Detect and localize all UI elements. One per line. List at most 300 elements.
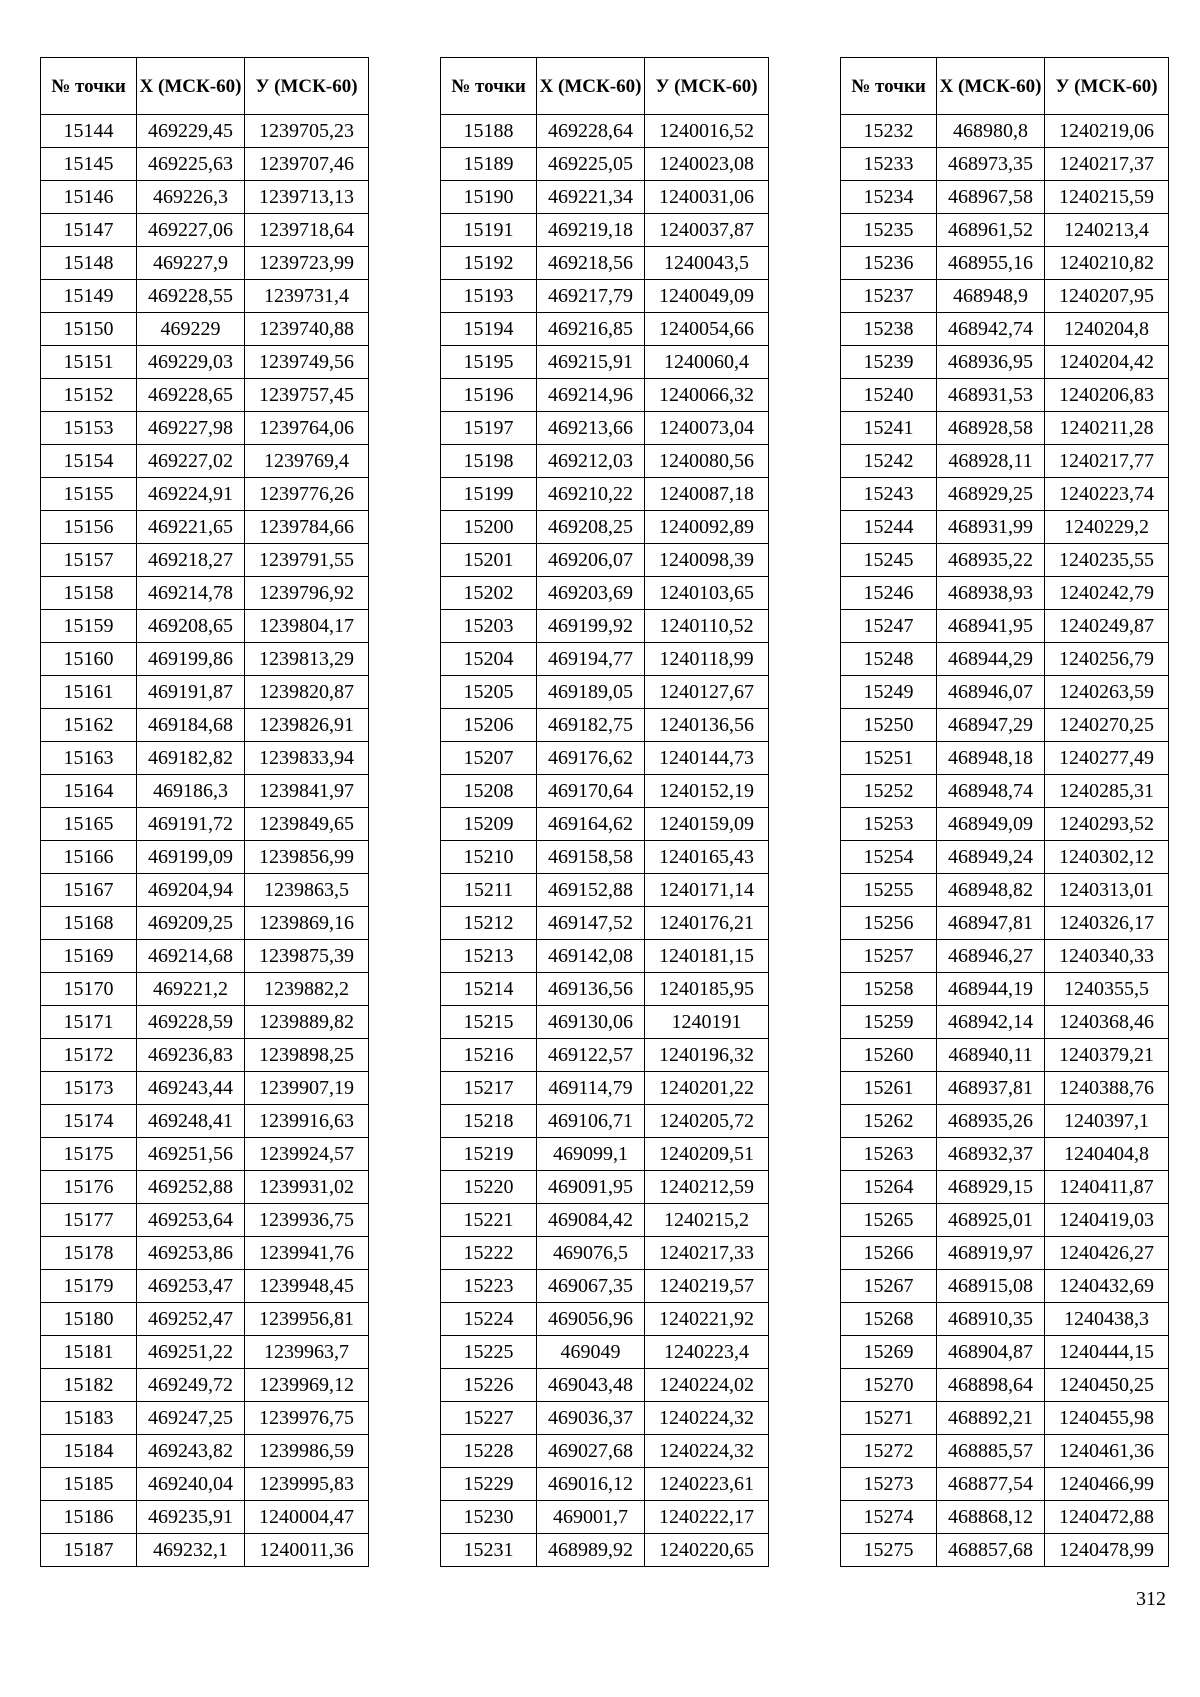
- table-row: [841, 1435, 1169, 1468]
- table-row: [41, 907, 369, 940]
- point-number-cell: 15153: [41, 412, 137, 445]
- point-number-cell: 15224: [441, 1303, 537, 1336]
- y-coordinate-cell: 1240181,15: [645, 940, 769, 973]
- point-number-cell: 15185: [41, 1468, 137, 1501]
- x-coordinate-cell: 469191,87: [137, 676, 245, 709]
- point-number-cell: 15156: [41, 511, 137, 544]
- table-row: [41, 1402, 369, 1435]
- table-row: [841, 1402, 1169, 1435]
- point-number-cell: 15202: [441, 577, 537, 610]
- table-row: [441, 874, 769, 907]
- point-number-cell: 15184: [41, 1435, 137, 1468]
- x-coordinate-cell: 468929,25: [937, 478, 1045, 511]
- point-number-cell: 15253: [841, 808, 937, 841]
- y-coordinate-cell: 1239764,06: [245, 412, 369, 445]
- x-coordinate-cell: 469206,07: [537, 544, 645, 577]
- point-number-cell: 15181: [41, 1336, 137, 1369]
- x-coordinate-cell: 469248,41: [137, 1105, 245, 1138]
- point-number-cell: 15249: [841, 676, 937, 709]
- x-coordinate-cell: 469217,79: [537, 280, 645, 313]
- y-coordinate-cell: 1240461,36: [1045, 1435, 1169, 1468]
- point-number-cell: 15217: [441, 1072, 537, 1105]
- x-coordinate-cell: 469224,91: [137, 478, 245, 511]
- point-number-cell: 15242: [841, 445, 937, 478]
- table-row: [41, 1006, 369, 1039]
- x-coordinate-cell: 468935,22: [937, 544, 1045, 577]
- point-number-cell: 15201: [441, 544, 537, 577]
- point-number-cell: 15244: [841, 511, 937, 544]
- x-coordinate-cell: 469027,68: [537, 1435, 645, 1468]
- y-coordinate-cell: 1240472,88: [1045, 1501, 1169, 1534]
- x-coordinate-cell: 468929,15: [937, 1171, 1045, 1204]
- table-row: [441, 907, 769, 940]
- table-row: [441, 412, 769, 445]
- y-coordinate-cell: 1240379,21: [1045, 1039, 1169, 1072]
- table-row: [441, 511, 769, 544]
- y-coordinate-cell: 1240176,21: [645, 907, 769, 940]
- y-coordinate-cell: 1240256,79: [1045, 643, 1169, 676]
- table-row: [441, 1072, 769, 1105]
- table-row: [441, 676, 769, 709]
- y-coordinate-cell: 1240152,19: [645, 775, 769, 808]
- table-row: [41, 610, 369, 643]
- x-coordinate-cell: 469152,88: [537, 874, 645, 907]
- point-number-cell: 15199: [441, 478, 537, 511]
- table-row: [41, 1534, 369, 1567]
- x-coordinate-cell: 469229: [137, 313, 245, 346]
- point-number-cell: 15271: [841, 1402, 937, 1435]
- point-number-cell: 15168: [41, 907, 137, 940]
- y-coordinate-cell: 1240191: [645, 1006, 769, 1039]
- point-number-cell: 15257: [841, 940, 937, 973]
- table-row: [41, 643, 369, 676]
- point-number-cell: 15274: [841, 1501, 937, 1534]
- point-number-cell: 15162: [41, 709, 137, 742]
- x-coordinate-cell: 469218,56: [537, 247, 645, 280]
- x-coordinate-cell: 469251,22: [137, 1336, 245, 1369]
- x-coordinate-cell: 468931,99: [937, 511, 1045, 544]
- table-row: [841, 1006, 1169, 1039]
- y-coordinate-cell: 1239820,87: [245, 676, 369, 709]
- x-coordinate-cell: 468868,12: [937, 1501, 1045, 1534]
- table-row: [41, 247, 369, 280]
- x-coordinate-cell: 468961,52: [937, 214, 1045, 247]
- point-number-cell: 15187: [41, 1534, 137, 1567]
- table-row: [841, 1171, 1169, 1204]
- point-number-cell: 15189: [441, 148, 537, 181]
- y-coordinate-cell: 1240404,8: [1045, 1138, 1169, 1171]
- point-number-cell: 15213: [441, 940, 537, 973]
- point-number-cell: 15148: [41, 247, 137, 280]
- x-coordinate-cell: 469221,65: [137, 511, 245, 544]
- x-coordinate-cell: 469229,03: [137, 346, 245, 379]
- x-coordinate-cell: 469067,35: [537, 1270, 645, 1303]
- point-number-cell: 15183: [41, 1402, 137, 1435]
- y-coordinate-cell: 1240368,46: [1045, 1006, 1169, 1039]
- x-coordinate-cell: 469227,06: [137, 214, 245, 247]
- table-row: [841, 1105, 1169, 1138]
- x-coordinate-cell: 468937,81: [937, 1072, 1045, 1105]
- x-coordinate-cell: 469253,86: [137, 1237, 245, 1270]
- point-number-cell: 15144: [41, 115, 137, 148]
- point-number-cell: 15240: [841, 379, 937, 412]
- point-number-cell: 15251: [841, 742, 937, 775]
- x-coordinate-cell: 469203,69: [537, 577, 645, 610]
- y-coordinate-cell: 1240127,67: [645, 676, 769, 709]
- y-coordinate-cell: 1240285,31: [1045, 775, 1169, 808]
- y-coordinate-cell: 1239907,19: [245, 1072, 369, 1105]
- x-coordinate-cell: 469194,77: [537, 643, 645, 676]
- point-number-cell: 15177: [41, 1204, 137, 1237]
- point-number-cell: 15230: [441, 1501, 537, 1534]
- point-number-cell: 15236: [841, 247, 937, 280]
- coordinates-table-3: [840, 57, 1169, 1567]
- x-coordinate-cell: 469216,85: [537, 313, 645, 346]
- y-coordinate-cell: 1240229,2: [1045, 511, 1169, 544]
- y-coordinate-cell: 1239931,02: [245, 1171, 369, 1204]
- x-coordinate-cell: 469001,7: [537, 1501, 645, 1534]
- point-number-cell: 15145: [41, 148, 137, 181]
- x-coordinate-cell: 469186,3: [137, 775, 245, 808]
- x-coordinate-cell: 469199,86: [137, 643, 245, 676]
- x-coordinate-cell: 469208,25: [537, 511, 645, 544]
- y-coordinate-cell: 1239731,4: [245, 280, 369, 313]
- point-number-cell: 15275: [841, 1534, 937, 1567]
- x-coordinate-cell: 468936,95: [937, 346, 1045, 379]
- point-number-cell: 15252: [841, 775, 937, 808]
- y-coordinate-cell: 1240204,8: [1045, 313, 1169, 346]
- y-coordinate-cell: 1240222,17: [645, 1501, 769, 1534]
- y-coordinate-cell: 1239791,55: [245, 544, 369, 577]
- x-coordinate-cell: 469076,5: [537, 1237, 645, 1270]
- point-number-cell: 15239: [841, 346, 937, 379]
- x-coordinate-cell: 469164,62: [537, 808, 645, 841]
- table-row: [41, 676, 369, 709]
- y-coordinate-cell: 1240277,49: [1045, 742, 1169, 775]
- point-number-cell: 15264: [841, 1171, 937, 1204]
- coordinates-table-1: [40, 57, 369, 1567]
- point-number-cell: 15229: [441, 1468, 537, 1501]
- x-coordinate-cell: 468947,29: [937, 709, 1045, 742]
- point-number-cell: 15269: [841, 1336, 937, 1369]
- table-row: [41, 445, 369, 478]
- table-row: [441, 1534, 769, 1567]
- table-row: [441, 1138, 769, 1171]
- x-coordinate-cell: 469227,9: [137, 247, 245, 280]
- y-coordinate-cell: 1240054,66: [645, 313, 769, 346]
- y-coordinate-cell: 1240087,18: [645, 478, 769, 511]
- y-coordinate-cell: 1240466,99: [1045, 1468, 1169, 1501]
- point-number-cell: 15198: [441, 445, 537, 478]
- table-row: [441, 973, 769, 1006]
- point-number-cell: 15182: [41, 1369, 137, 1402]
- y-coordinate-cell: 1240455,98: [1045, 1402, 1169, 1435]
- y-coordinate-cell: 1240043,5: [645, 247, 769, 280]
- y-coordinate-cell: 1239976,75: [245, 1402, 369, 1435]
- y-coordinate-cell: 1239936,75: [245, 1204, 369, 1237]
- y-coordinate-cell: 1239718,64: [245, 214, 369, 247]
- x-coordinate-cell: 469228,65: [137, 379, 245, 412]
- y-coordinate-cell: 1240031,06: [645, 181, 769, 214]
- x-coordinate-cell: 469122,57: [537, 1039, 645, 1072]
- table-row: [41, 280, 369, 313]
- header-point-number: № точки: [441, 58, 537, 115]
- table-row: [841, 1204, 1169, 1237]
- point-number-cell: 15208: [441, 775, 537, 808]
- table-row: [441, 280, 769, 313]
- x-coordinate-cell: 469214,78: [137, 577, 245, 610]
- header-y: У (МСК-60): [1045, 58, 1169, 115]
- point-number-cell: 15233: [841, 148, 937, 181]
- y-coordinate-cell: 1239707,46: [245, 148, 369, 181]
- y-coordinate-cell: 1239813,29: [245, 643, 369, 676]
- x-coordinate-cell: 468967,58: [937, 181, 1045, 214]
- table-row: [441, 1468, 769, 1501]
- x-coordinate-cell: 468935,26: [937, 1105, 1045, 1138]
- y-coordinate-cell: 1240118,99: [645, 643, 769, 676]
- point-number-cell: 15186: [41, 1501, 137, 1534]
- point-number-cell: 15197: [441, 412, 537, 445]
- table-row: [441, 313, 769, 346]
- y-coordinate-cell: 1239875,39: [245, 940, 369, 973]
- point-number-cell: 15191: [441, 214, 537, 247]
- y-coordinate-cell: 1240219,57: [645, 1270, 769, 1303]
- x-coordinate-cell: 469221,34: [537, 181, 645, 214]
- x-coordinate-cell: 468932,37: [937, 1138, 1045, 1171]
- x-coordinate-cell: 468925,01: [937, 1204, 1045, 1237]
- table-row: [41, 544, 369, 577]
- y-coordinate-cell: 1240011,36: [245, 1534, 369, 1567]
- table-row: [441, 1237, 769, 1270]
- table-row: [441, 1501, 769, 1534]
- table-row: [441, 1303, 769, 1336]
- table-row: [441, 1105, 769, 1138]
- table-row: [841, 874, 1169, 907]
- x-coordinate-cell: 469240,04: [137, 1468, 245, 1501]
- y-coordinate-cell: 1240223,4: [645, 1336, 769, 1369]
- point-number-cell: 15179: [41, 1270, 137, 1303]
- header-x: Х (МСК-60): [537, 58, 645, 115]
- y-coordinate-cell: 1240224,32: [645, 1402, 769, 1435]
- x-coordinate-cell: 469049: [537, 1336, 645, 1369]
- table-row: [441, 544, 769, 577]
- x-coordinate-cell: 468941,95: [937, 610, 1045, 643]
- x-coordinate-cell: 469227,02: [137, 445, 245, 478]
- table-row: [441, 1270, 769, 1303]
- table-row: [41, 1303, 369, 1336]
- point-number-cell: 15163: [41, 742, 137, 775]
- x-coordinate-cell: 469243,82: [137, 1435, 245, 1468]
- y-coordinate-cell: 1240049,09: [645, 280, 769, 313]
- y-coordinate-cell: 1239833,94: [245, 742, 369, 775]
- table-row: [41, 973, 369, 1006]
- table-row: [41, 1105, 369, 1138]
- table-row: [41, 1435, 369, 1468]
- y-coordinate-cell: 1239963,7: [245, 1336, 369, 1369]
- y-coordinate-cell: 1240066,32: [645, 379, 769, 412]
- table-row: [441, 643, 769, 676]
- point-number-cell: 15220: [441, 1171, 537, 1204]
- point-number-cell: 15192: [441, 247, 537, 280]
- point-number-cell: 15266: [841, 1237, 937, 1270]
- y-coordinate-cell: 1239757,45: [245, 379, 369, 412]
- y-coordinate-cell: 1240438,3: [1045, 1303, 1169, 1336]
- y-coordinate-cell: 1240444,15: [1045, 1336, 1169, 1369]
- point-number-cell: 15147: [41, 214, 137, 247]
- table-row: [841, 1138, 1169, 1171]
- table-row: [841, 544, 1169, 577]
- point-number-cell: 15234: [841, 181, 937, 214]
- x-coordinate-cell: 469229,45: [137, 115, 245, 148]
- y-coordinate-cell: 1240426,27: [1045, 1237, 1169, 1270]
- x-coordinate-cell: 469210,22: [537, 478, 645, 511]
- y-coordinate-cell: 1240217,77: [1045, 445, 1169, 478]
- y-coordinate-cell: 1240212,59: [645, 1171, 769, 1204]
- table-row: [441, 1402, 769, 1435]
- point-number-cell: 15170: [41, 973, 137, 1006]
- table-row: [41, 742, 369, 775]
- y-coordinate-cell: 1240196,32: [645, 1039, 769, 1072]
- y-coordinate-cell: 1239986,59: [245, 1435, 369, 1468]
- x-coordinate-cell: 468948,9: [937, 280, 1045, 313]
- y-coordinate-cell: 1240073,04: [645, 412, 769, 445]
- y-coordinate-cell: 1240450,25: [1045, 1369, 1169, 1402]
- table-row: [841, 247, 1169, 280]
- y-coordinate-cell: 1240411,87: [1045, 1171, 1169, 1204]
- y-coordinate-cell: 1240242,79: [1045, 577, 1169, 610]
- y-coordinate-cell: 1239948,45: [245, 1270, 369, 1303]
- table-row: [441, 181, 769, 214]
- x-coordinate-cell: 469253,47: [137, 1270, 245, 1303]
- table-row: [441, 478, 769, 511]
- table-row: [41, 577, 369, 610]
- point-number-cell: 15250: [841, 709, 937, 742]
- point-number-cell: 15151: [41, 346, 137, 379]
- y-coordinate-cell: 1240217,33: [645, 1237, 769, 1270]
- point-number-cell: 15204: [441, 643, 537, 676]
- y-coordinate-cell: 1239740,88: [245, 313, 369, 346]
- x-coordinate-cell: 469228,55: [137, 280, 245, 313]
- x-coordinate-cell: 468928,58: [937, 412, 1045, 445]
- point-number-cell: 15164: [41, 775, 137, 808]
- table-row: [441, 1369, 769, 1402]
- y-coordinate-cell: 1240159,09: [645, 808, 769, 841]
- y-coordinate-cell: 1239995,83: [245, 1468, 369, 1501]
- y-coordinate-cell: 1240004,47: [245, 1501, 369, 1534]
- point-number-cell: 15212: [441, 907, 537, 940]
- table-row: [441, 775, 769, 808]
- table-row: [41, 1039, 369, 1072]
- x-coordinate-cell: 469214,96: [537, 379, 645, 412]
- x-coordinate-cell: 469225,63: [137, 148, 245, 181]
- table-row: [41, 511, 369, 544]
- table-row: [841, 775, 1169, 808]
- x-coordinate-cell: 468947,81: [937, 907, 1045, 940]
- y-coordinate-cell: 1240213,4: [1045, 214, 1169, 247]
- table-row: [841, 313, 1169, 346]
- x-coordinate-cell: 469212,03: [537, 445, 645, 478]
- point-number-cell: 15211: [441, 874, 537, 907]
- y-coordinate-cell: 1240355,5: [1045, 973, 1169, 1006]
- table-row: [41, 1138, 369, 1171]
- point-number-cell: 15174: [41, 1105, 137, 1138]
- point-number-cell: 15160: [41, 643, 137, 676]
- x-coordinate-cell: 468948,82: [937, 874, 1045, 907]
- table-row: [441, 346, 769, 379]
- y-coordinate-cell: 1240110,52: [645, 610, 769, 643]
- point-number-cell: 15203: [441, 610, 537, 643]
- x-coordinate-cell: 469158,58: [537, 841, 645, 874]
- table-row: [841, 676, 1169, 709]
- point-number-cell: 15155: [41, 478, 137, 511]
- y-coordinate-cell: 1240209,51: [645, 1138, 769, 1171]
- table-row: [841, 643, 1169, 676]
- point-number-cell: 15206: [441, 709, 537, 742]
- x-coordinate-cell: 469056,96: [537, 1303, 645, 1336]
- point-number-cell: 15227: [441, 1402, 537, 1435]
- table-row: [841, 1369, 1169, 1402]
- y-coordinate-cell: 1240419,03: [1045, 1204, 1169, 1237]
- point-number-cell: 15167: [41, 874, 137, 907]
- coordinates-table-2: [440, 57, 769, 1567]
- table-row: [41, 1171, 369, 1204]
- y-coordinate-cell: 1240219,06: [1045, 115, 1169, 148]
- y-coordinate-cell: 1240388,76: [1045, 1072, 1169, 1105]
- table-row: [841, 1468, 1169, 1501]
- point-number-cell: 15176: [41, 1171, 137, 1204]
- table-row: [41, 214, 369, 247]
- table-row: [841, 907, 1169, 940]
- header-x: Х (МСК-60): [937, 58, 1045, 115]
- x-coordinate-cell: 468919,97: [937, 1237, 1045, 1270]
- x-coordinate-cell: 469249,72: [137, 1369, 245, 1402]
- point-number-cell: 15241: [841, 412, 937, 445]
- x-coordinate-cell: 469214,68: [137, 940, 245, 973]
- table-row: [41, 841, 369, 874]
- point-number-cell: 15171: [41, 1006, 137, 1039]
- point-number-cell: 15267: [841, 1270, 937, 1303]
- header-x: Х (МСК-60): [137, 58, 245, 115]
- table-row: [841, 478, 1169, 511]
- table-row: [41, 1336, 369, 1369]
- x-coordinate-cell: 469227,98: [137, 412, 245, 445]
- point-number-cell: 15172: [41, 1039, 137, 1072]
- point-number-cell: 15255: [841, 874, 937, 907]
- point-number-cell: 15247: [841, 610, 937, 643]
- point-number-cell: 15226: [441, 1369, 537, 1402]
- table-row: [441, 940, 769, 973]
- table-row: [41, 1468, 369, 1501]
- table-row: [41, 940, 369, 973]
- x-coordinate-cell: 469209,25: [137, 907, 245, 940]
- y-coordinate-cell: 1240215,2: [645, 1204, 769, 1237]
- x-coordinate-cell: 468885,57: [937, 1435, 1045, 1468]
- point-number-cell: 15180: [41, 1303, 137, 1336]
- point-number-cell: 15159: [41, 610, 137, 643]
- y-coordinate-cell: 1240397,1: [1045, 1105, 1169, 1138]
- y-coordinate-cell: 1239869,16: [245, 907, 369, 940]
- y-coordinate-cell: 1240220,65: [645, 1534, 769, 1567]
- table-row: [41, 709, 369, 742]
- point-number-cell: 15175: [41, 1138, 137, 1171]
- point-number-cell: 15178: [41, 1237, 137, 1270]
- x-coordinate-cell: 469228,59: [137, 1006, 245, 1039]
- point-number-cell: 15161: [41, 676, 137, 709]
- y-coordinate-cell: 1240185,95: [645, 973, 769, 1006]
- x-coordinate-cell: 468942,74: [937, 313, 1045, 346]
- table-row: [41, 874, 369, 907]
- table-row: [841, 148, 1169, 181]
